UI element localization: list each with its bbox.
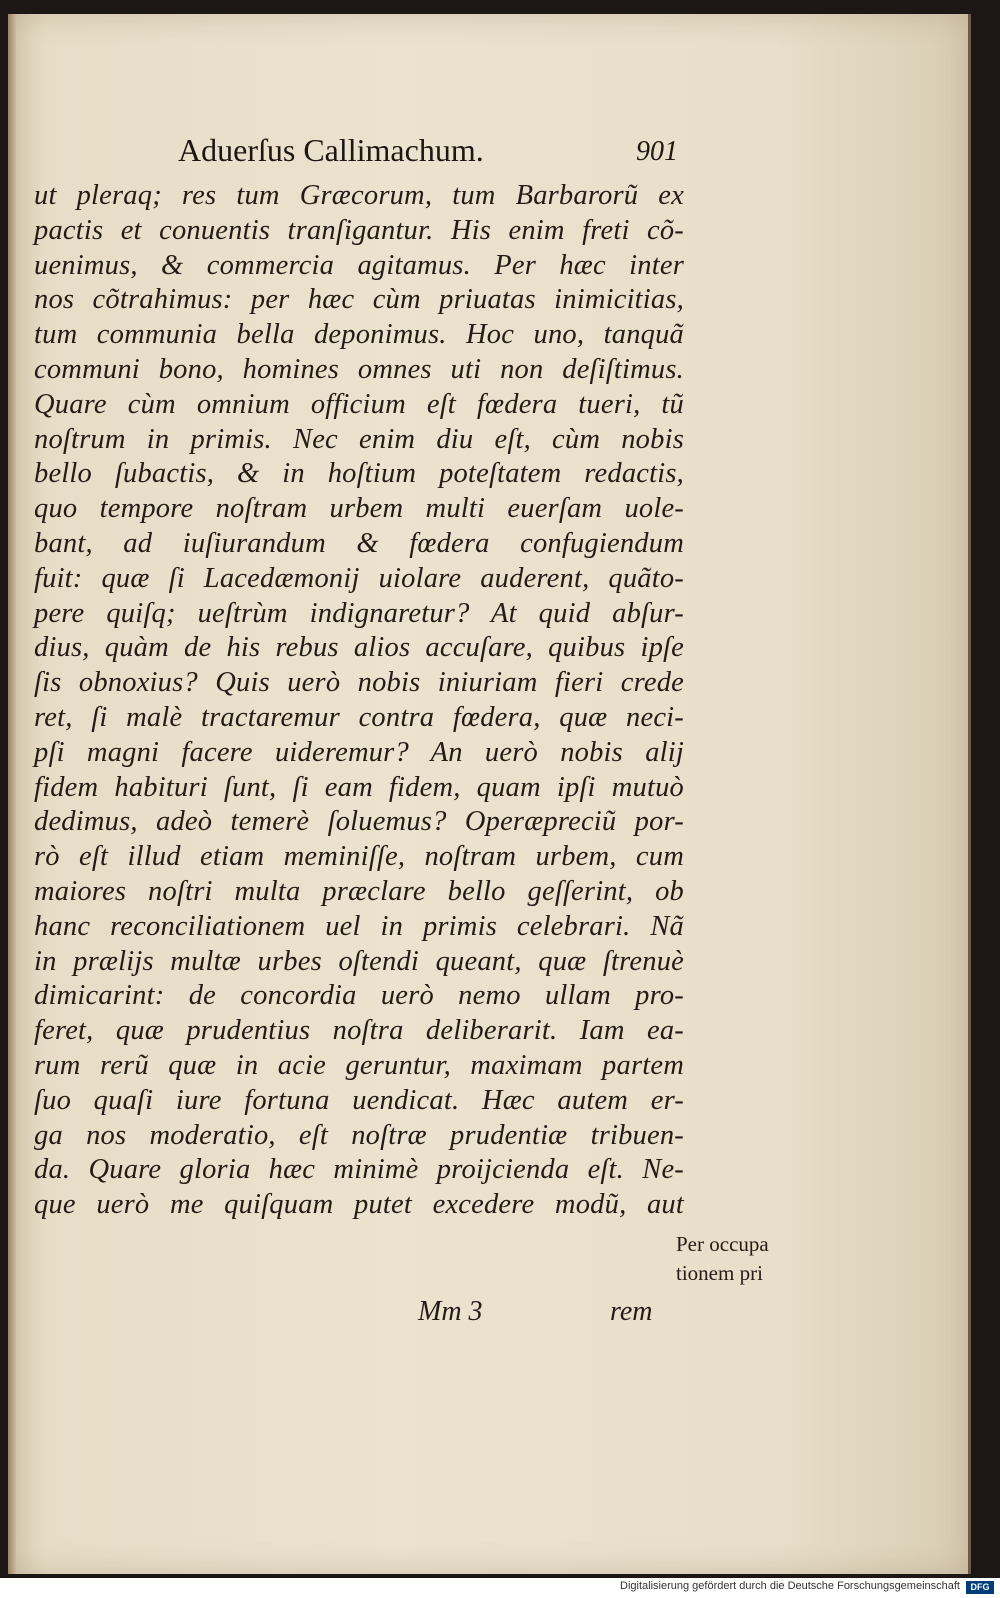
text-line: dimicarint: de concordia uerò nemo ullam pro- <box>34 980 684 1012</box>
text-line: noſtrum in primis. Nec enim diu eſt, cùm nobis <box>34 423 684 455</box>
text-line: tum communia bella deponimus. Hoc uno, tanquã <box>34 319 684 351</box>
dfg-logo-icon: DFG <box>966 1581 994 1594</box>
text-line: bant, ad iuſiurandum & fœdera confugiendum <box>34 527 684 559</box>
marginal-note-line: tionem pri <box>676 1261 763 1285</box>
text-line: dius, quàm de his rebus alios accuſare, quibus ipſe <box>34 632 684 664</box>
text-line: fuit: quæ ſi Lacedæmonij uiolare auderent, quãto- <box>34 562 684 594</box>
text-line: communi bono, homines omnes uti non deſiſtimus. <box>34 353 684 385</box>
text-line: in prælijs multæ urbes oſtendi queant, quæ ſtrenuè <box>34 945 684 977</box>
catchword: rem <box>610 1296 653 1327</box>
text-line: ut pleraq; res tum Græcorum, tum Barbarorũ ex <box>34 180 684 211</box>
text-line: pere quiſq; ueſtrùm indignaretur? At quid abſur- <box>34 597 684 629</box>
text-line: pactis et conuentis tranſigantur. His enim freti cõ- <box>34 214 684 246</box>
text-line: rum rerũ quæ in acie geruntur, maximam partem <box>34 1049 684 1081</box>
text-line: dedimus, adeò temerè ſoluemus? Operæpreciũ por- <box>34 806 684 838</box>
text-line: uenimus, & commercia agitamus. Per hæc inter <box>34 249 684 281</box>
text-line: maiores noſtri multa præclare bello geſſerint, ob <box>34 875 684 907</box>
text-line: ſis obnoxius? Quis uerò nobis iniuriam fieri crede <box>34 667 684 699</box>
text-line: ret, ſi malè tractaremur contra fœdera, quæ neci- <box>34 701 684 733</box>
running-head <box>178 132 678 182</box>
text-line: pſi magni facere uideremur? An uerò nobis alij <box>34 736 684 768</box>
funding-credit: Digitalisierung gefördert durch die Deutsche Forschungsgemeinschaft <box>620 1580 960 1592</box>
text-line: feret, quæ prudentius noſtra deliberarit. Iam ea- <box>34 1015 684 1047</box>
text-line: que uerò me quiſquam putet excedere modũ, aut <box>34 1189 684 1221</box>
text-line: fidem habituri ſunt, ſi eam fidem, quam ipſi mutuò <box>34 771 684 803</box>
marginal-note <box>676 1230 796 1288</box>
body-text <box>34 179 684 1223</box>
text-line: bello ſubactis, & in hoſtium poteſtatem redactis, <box>34 458 684 490</box>
marginal-note-line: Per occupa <box>676 1232 769 1256</box>
text-line: da. Quare gloria hæc minimè proijcienda eſt. Ne- <box>34 1154 684 1186</box>
text-line: quo tempore noſtram urbem multi euerſam uole- <box>34 493 684 525</box>
text-line: Quare cùm omnium officium eſt fœdera tueri, tũ <box>34 388 684 420</box>
text-line: ga nos moderatio, eſt noſtræ prudentiæ tribuen- <box>34 1119 684 1151</box>
text-line: hanc reconciliationem uel in primis celebrari. Nã <box>34 910 684 942</box>
book-page <box>8 14 971 1574</box>
page-gutter <box>8 14 16 1574</box>
running-head-title: Aduerſus Callimachum. <box>178 132 484 168</box>
text-line: rò eſt illud etiam meminiſſe, noſtram urbem, cum <box>34 841 684 873</box>
page-number: 901 <box>636 136 678 167</box>
text-line: nos cõtrahimus: per hæc cùm priuatas inimicitias, <box>34 284 684 316</box>
text-line: ſuo quaſi iure fortuna uendicat. Hæc autem er- <box>34 1084 684 1116</box>
footer-bar <box>0 1578 1000 1598</box>
signature-mark: Mm 3 <box>418 1296 483 1327</box>
